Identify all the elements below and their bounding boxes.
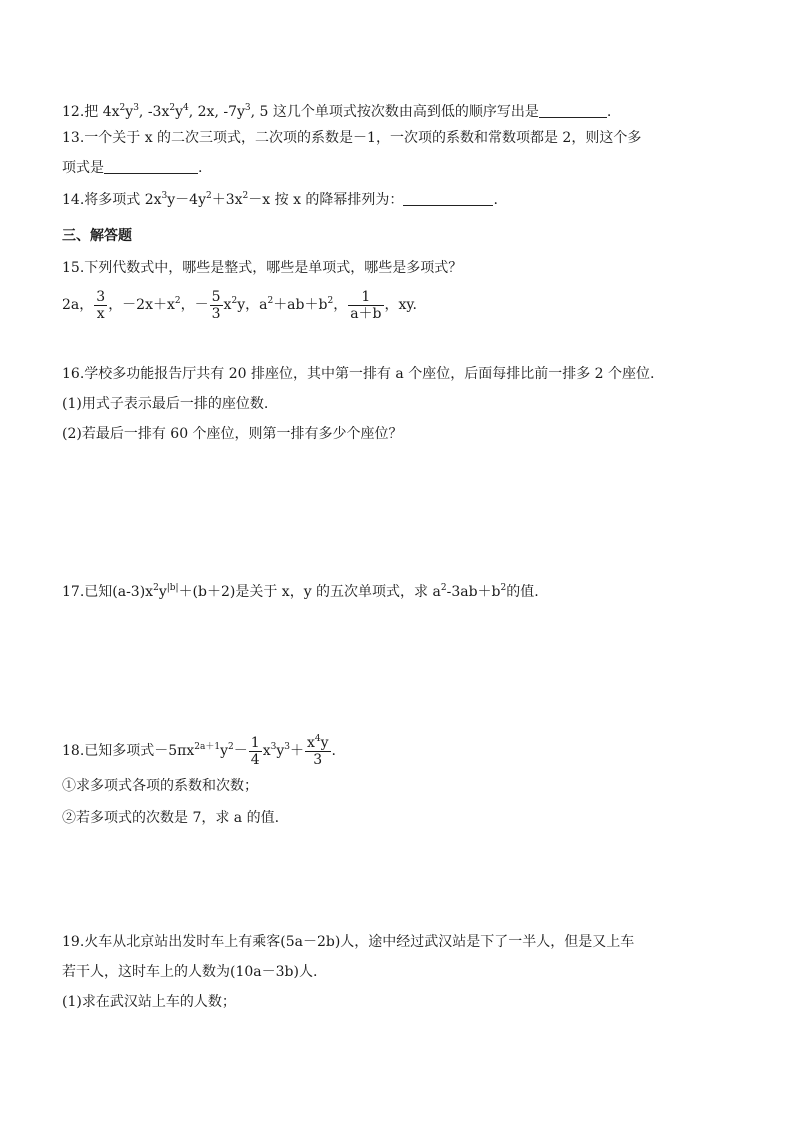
section-heading: 三、解答题 bbox=[62, 228, 132, 244]
exponent: 2 bbox=[153, 583, 159, 593]
exponent: 3 bbox=[270, 742, 277, 752]
exponent: 4 bbox=[183, 103, 189, 113]
expr-text: x bbox=[223, 297, 232, 313]
fraction-numerator: 1 bbox=[250, 734, 260, 751]
expr-text: ，xy. bbox=[384, 297, 417, 313]
expr-text: ，－2x＋x bbox=[108, 297, 175, 313]
question-15: 15.下列代数式中，哪些是整式，哪些是单项式，哪些是多项式？ bbox=[62, 260, 463, 276]
exponent: 3 bbox=[244, 103, 251, 113]
q12-text: y bbox=[125, 104, 134, 120]
answer-blank[interactable] bbox=[539, 103, 607, 118]
exponent: 2 bbox=[206, 191, 212, 201]
expr-text: ， bbox=[333, 297, 348, 313]
exponent: 3 bbox=[133, 103, 139, 113]
exponent: 2 bbox=[231, 296, 238, 306]
q12-text: 12.把 4x bbox=[62, 104, 120, 120]
exponent: 4 bbox=[314, 733, 321, 744]
question-19-line-1: 19.火车从北京站出发时车上有乘客(5a－2b)人，途中经过武汉站是下了一半人，但是又上车 bbox=[62, 934, 635, 950]
fraction bbox=[305, 735, 331, 768]
question-18-part-1: ①求多项式各项的系数和次数； bbox=[62, 778, 258, 794]
fraction-denominator: a＋b bbox=[350, 305, 382, 322]
question-16-part-2: (2)若最后一排有 60 个座位，则第一排有多少个座位？ bbox=[62, 426, 403, 442]
question-16: 16.学校多功能报告厅共有 20 排座位，其中第一排有 a 个座位，后面每排比前一排多 2 个座位. bbox=[62, 366, 655, 382]
fraction bbox=[348, 289, 383, 322]
question-14 bbox=[62, 190, 498, 210]
q14-text: －x 按 x 的降幂排列为： bbox=[248, 192, 404, 208]
fraction-denominator: x bbox=[94, 305, 107, 322]
q18-text: 18.已知多项式－5πx bbox=[62, 743, 195, 759]
q14-text: ＋3x bbox=[211, 192, 243, 208]
question-17 bbox=[62, 582, 539, 602]
q13-text: 项式是 bbox=[62, 160, 104, 176]
question-16-part-1: (1)用式子表示最后一排的座位数. bbox=[62, 396, 269, 412]
question-12 bbox=[62, 102, 611, 122]
q18-text: y bbox=[220, 743, 229, 759]
exponent: 2 bbox=[440, 583, 447, 593]
answer-blank[interactable] bbox=[104, 159, 198, 174]
fraction-denominator: 3 bbox=[305, 751, 331, 768]
expr-text: 2a， bbox=[62, 297, 94, 313]
q12-text: , 5 这几个单项式按次数由高到低的顺序写出是 bbox=[250, 104, 539, 120]
question-18-part-2: ②若多项式的次数是 7，求 a 的值. bbox=[62, 810, 280, 826]
fraction-denominator: 4 bbox=[250, 751, 260, 768]
exponent: 2 bbox=[228, 742, 234, 752]
exponent: 2 bbox=[267, 296, 274, 306]
exponent: 3 bbox=[284, 742, 290, 752]
question-19-part-1: (1)求在武汉站上车的人数； bbox=[62, 994, 236, 1010]
expr-text: ，－ bbox=[180, 297, 209, 313]
question-18 bbox=[62, 732, 336, 770]
q12-text: y bbox=[175, 104, 184, 120]
exponent: 2 bbox=[119, 103, 126, 113]
exponent: 2a＋1 bbox=[194, 742, 221, 752]
fraction-numerator: 1 bbox=[361, 288, 371, 305]
q12-text: , 2x, -7y bbox=[188, 104, 245, 120]
q17-text: ＋(b＋2)是关于 x，y 的五次单项式，求 a bbox=[178, 584, 441, 600]
q17-text: 的值. bbox=[506, 584, 539, 600]
question-19-line-2: 若干人，这时车上的人数为(10a－3b)人. bbox=[62, 964, 318, 980]
question-13-line-1: 13.一个关于 x 的二次三项式，二次项的系数是－1，一次项的系数和常数项都是 2，则这个多 bbox=[62, 130, 642, 146]
q14-text: 14.将多项式 2x bbox=[62, 192, 162, 208]
exponent: 2 bbox=[169, 103, 176, 113]
exponent: 2 bbox=[327, 296, 334, 306]
q17-text: 17.已知(a-3)x bbox=[62, 584, 154, 600]
q14-text: . bbox=[493, 192, 498, 208]
q13-text: . bbox=[198, 160, 203, 176]
fraction bbox=[249, 735, 262, 768]
exponent: 2 bbox=[500, 583, 507, 593]
fraction bbox=[210, 289, 223, 322]
fraction bbox=[94, 289, 107, 322]
fraction-numerator bbox=[305, 735, 331, 751]
exponent: |b| bbox=[166, 583, 179, 593]
expr-text: ＋ab＋b bbox=[273, 297, 328, 313]
q12-text: . bbox=[606, 104, 612, 120]
q18-text: . bbox=[331, 743, 336, 759]
q14-text: y－4y bbox=[167, 192, 206, 208]
exponent: 2 bbox=[174, 296, 181, 306]
q17-text: y bbox=[158, 584, 167, 600]
q18-text: － bbox=[233, 743, 248, 759]
question-15-expressions bbox=[62, 286, 417, 324]
answer-blank[interactable] bbox=[403, 191, 493, 206]
expr-text: y，a bbox=[237, 297, 268, 313]
question-13-line-2 bbox=[62, 158, 202, 178]
q17-text: -3ab＋b bbox=[446, 584, 501, 600]
exponent: 3 bbox=[161, 191, 168, 201]
num-var: x bbox=[306, 734, 315, 751]
q18-text: x bbox=[262, 743, 271, 759]
exponent: 2 bbox=[242, 191, 249, 201]
q12-text: , -3x bbox=[138, 104, 170, 120]
fraction-numerator: 5 bbox=[211, 288, 221, 305]
q18-text: ＋ bbox=[289, 743, 304, 759]
fraction-denominator: 3 bbox=[211, 305, 221, 322]
num-var: y bbox=[320, 734, 329, 751]
q18-text: y bbox=[276, 743, 285, 759]
fraction-numerator: 3 bbox=[96, 288, 106, 305]
